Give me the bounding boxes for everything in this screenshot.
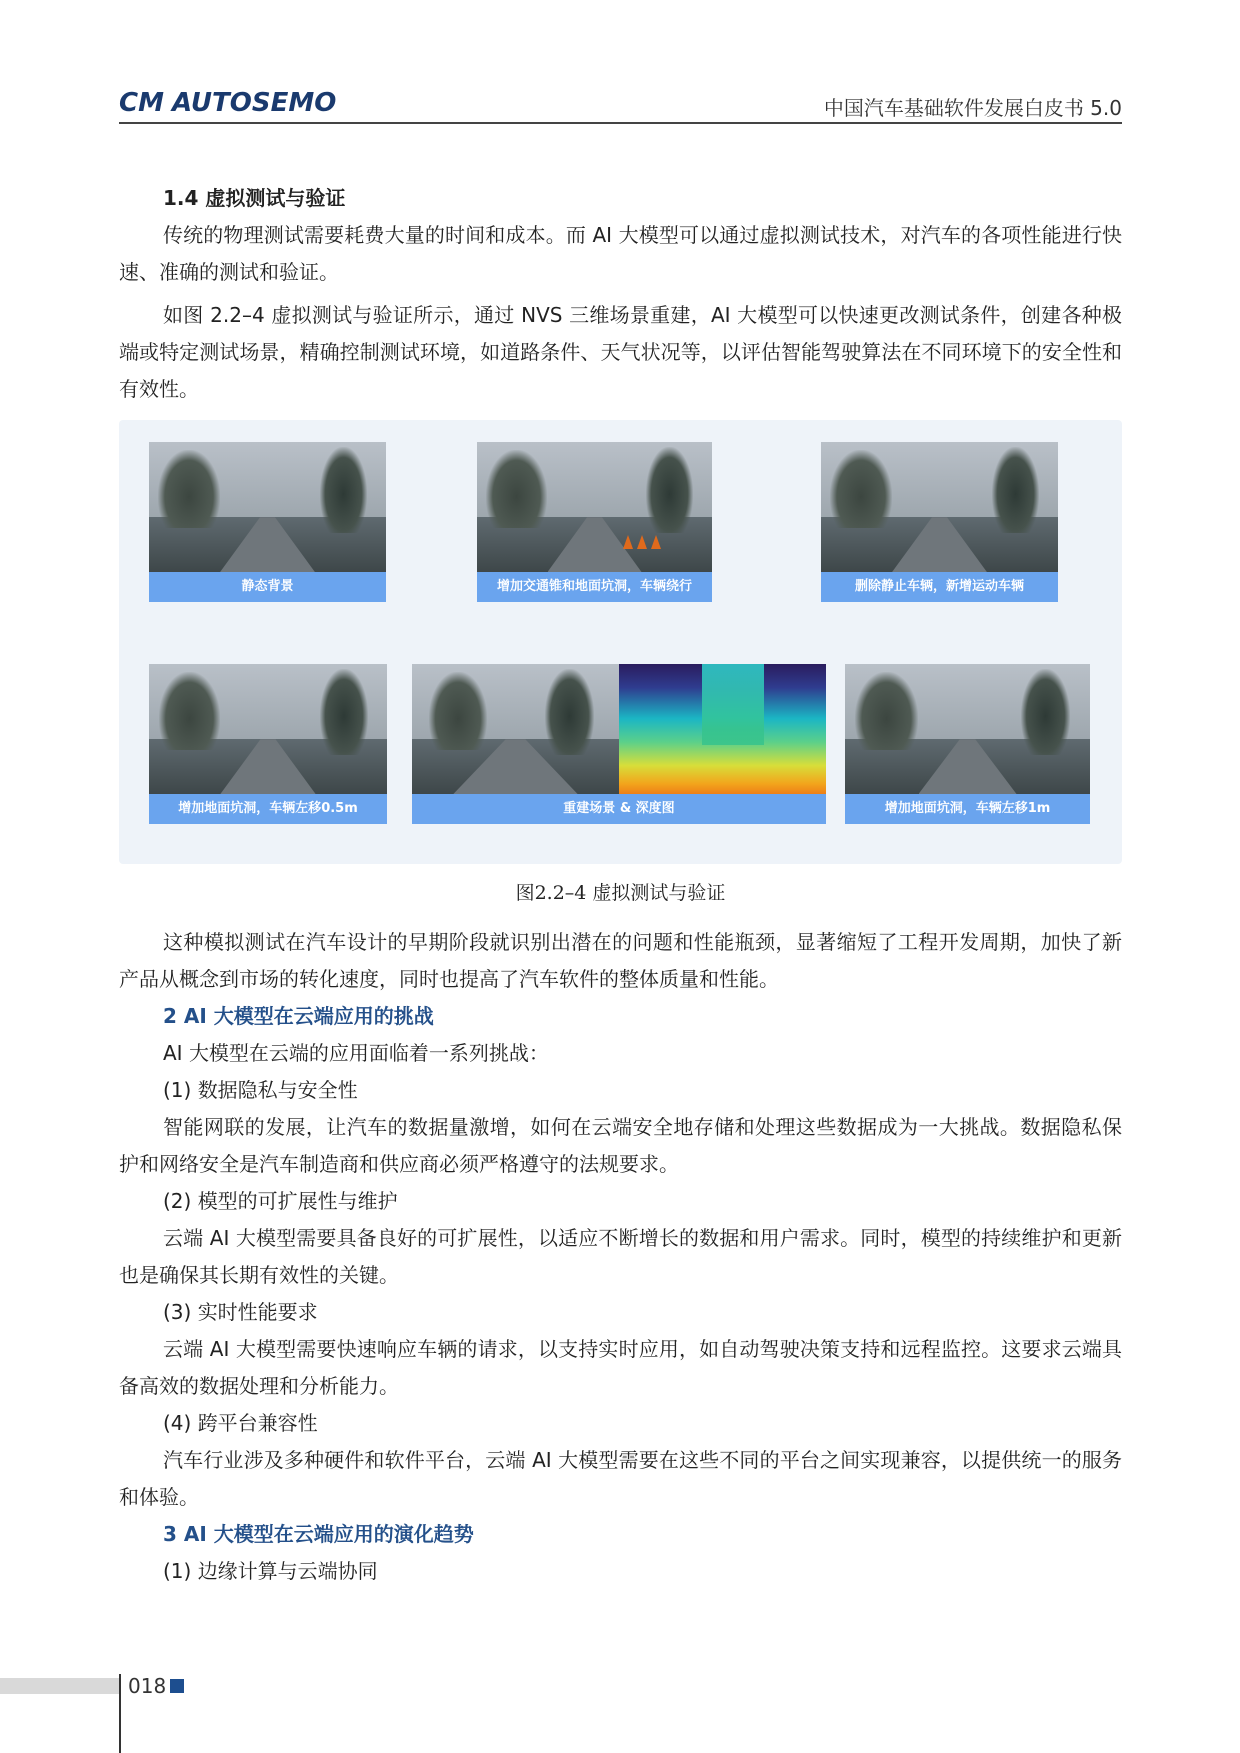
street-scene-image	[845, 664, 1090, 794]
page-content	[119, 180, 1122, 1590]
challenge-1-title: (1) 数据隐私与安全性	[163, 1078, 358, 1102]
section-2-intro: AI 大模型在云端的应用面临着一系列挑战：	[163, 1041, 549, 1065]
panel-caption: 增加交通锥和地面坑洞，车辆绕行	[477, 572, 712, 602]
figure-panel-traffic-cones	[477, 442, 712, 602]
autosemo-logo	[119, 88, 336, 118]
panel-caption: 增加地面坑洞，车辆左移1m	[845, 794, 1090, 824]
challenge-1-text: 智能网联的发展，让汽车的数据量激增，如何在云端安全地存储和处理这些数据成为一大挑战。数据隐私保护和网络安全是汽车制造商和供应商必须严格遵守的法规要求。	[119, 1115, 1122, 1176]
after-figure-paragraph: 这种模拟测试在汽车设计的早期阶段就识别出潜在的问题和性能瓶颈，显著缩短了工程开发周期，加快了新产品从概念到市场的转化速度，同时也提高了汽车软件的整体质量和性能。	[119, 930, 1122, 991]
panel-caption: 删除静止车辆，新增运动车辆	[821, 572, 1058, 602]
header-title: 中国汽车基础软件发展白皮书 5.0	[823, 96, 1122, 120]
figure-panel-pothole-1m	[845, 664, 1090, 824]
figure-panel-static-background	[149, 442, 386, 602]
section-1-4-heading: 1.4 虚拟测试与验证	[163, 186, 346, 210]
page-number: 018	[128, 1674, 167, 1698]
challenge-3-title: (3) 实时性能要求	[163, 1300, 318, 1324]
depth-map-image	[619, 664, 826, 794]
reconstruction-depth-image	[412, 664, 826, 794]
logo-text: AUTOSEMO	[171, 88, 337, 118]
challenge-3-text: 云端 AI 大模型需要快速响应车辆的请求，以支持实时应用，如自动驾驶决策支持和远程监控。这要求云端具备高效的数据处理和分析能力。	[119, 1337, 1122, 1398]
traffic-cone-icon	[651, 535, 661, 549]
footer-divider	[119, 1674, 121, 1753]
street-scene-image	[149, 442, 386, 572]
page-header	[119, 82, 1122, 124]
street-scene-image	[821, 442, 1058, 572]
section-2-heading: 2 AI 大模型在云端应用的挑战	[163, 1004, 434, 1028]
figure-caption: 图2.2–4 虚拟测试与验证	[515, 882, 726, 904]
figure-virtual-testing	[119, 420, 1122, 864]
street-scene-image	[477, 442, 712, 572]
section-3-heading: 3 AI 大模型在云端应用的演化趋势	[163, 1522, 474, 1546]
section-1-4-para-1: 传统的物理测试需要耗费大量的时间和成本。而 AI 大模型可以通过虚拟测试技术，对汽车的各项性能进行快速、准确的测试和验证。	[119, 223, 1122, 284]
footer-bar	[0, 1678, 119, 1694]
figure-panel-pothole-0-5m	[149, 664, 387, 824]
challenge-2-title: (2) 模型的可扩展性与维护	[163, 1189, 398, 1213]
page-marker-square-icon	[170, 1679, 184, 1693]
trend-1-title: (1) 边缘计算与云端协同	[163, 1559, 378, 1583]
traffic-cone-icon	[637, 535, 647, 549]
logo-mark: CM	[119, 88, 164, 118]
street-scene-image	[149, 664, 387, 794]
figure-panel-moving-vehicles	[821, 442, 1058, 602]
section-1-4-para-2: 如图 2.2–4 虚拟测试与验证所示，通过 NVS 三维场景重建，AI 大模型可以快速更改测试条件，创建各种极端或特定测试场景，精确控制测试环境，如道路条件、天气状况等，以评估智能驾驶算法在不同环境下的安全性和有效性。	[119, 303, 1122, 401]
panel-caption: 增加地面坑洞，车辆左移0.5m	[149, 794, 387, 824]
traffic-cone-icon	[623, 535, 633, 549]
challenge-4-title: (4) 跨平台兼容性	[163, 1411, 318, 1435]
figure-panel-reconstruction-depth	[412, 664, 826, 824]
challenge-2-text: 云端 AI 大模型需要具备良好的可扩展性，以适应不断增长的数据和用户需求。同时，模型的持续维护和更新也是确保其长期有效性的关键。	[119, 1226, 1122, 1287]
panel-caption: 重建场景 & 深度图	[412, 794, 826, 824]
challenge-4-text: 汽车行业涉及多种硬件和软件平台，云端 AI 大模型需要在这些不同的平台之间实现兼容，以提供统一的服务和体验。	[119, 1448, 1122, 1509]
panel-caption: 静态背景	[149, 572, 386, 602]
